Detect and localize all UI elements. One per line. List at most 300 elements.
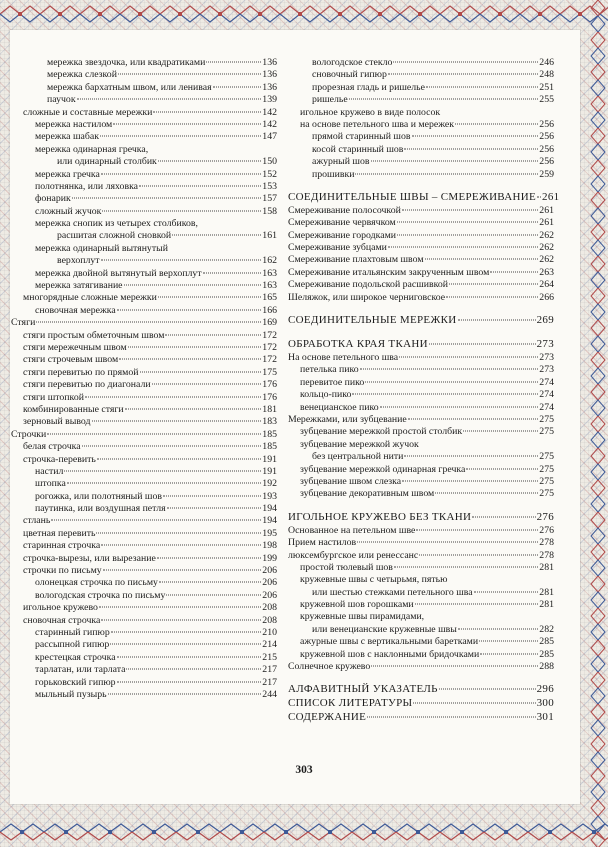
top-ornament-band	[0, 4, 608, 24]
toc-entry[interactable]	[288, 464, 554, 476]
toc-entry[interactable]	[288, 587, 554, 599]
toc-dot-leader	[426, 86, 538, 87]
section-spacer	[288, 328, 554, 338]
toc-section-heading[interactable]	[288, 190, 560, 205]
toc-entry[interactable]	[288, 414, 554, 426]
toc-entry[interactable]	[11, 652, 277, 664]
toc-entry[interactable]	[288, 292, 554, 304]
page-number: 303	[295, 764, 313, 776]
toc-dot-leader	[101, 545, 261, 546]
toc-entry[interactable]	[11, 689, 277, 701]
toc-entry-title: старинная строчка	[23, 540, 101, 552]
toc-dot-leader	[64, 470, 261, 471]
toc-entry[interactable]	[11, 515, 277, 527]
toc-page-number: 163	[262, 267, 277, 279]
toc-page-number: 276	[536, 510, 554, 523]
toc-dot-leader	[101, 173, 261, 174]
toc-entry[interactable]	[11, 478, 277, 490]
toc-entry[interactable]	[288, 131, 554, 143]
toc-entry[interactable]	[288, 230, 554, 242]
toc-entry-title: полотнянка, или ляховка	[35, 180, 139, 192]
toc-section-heading[interactable]	[288, 683, 554, 697]
toc-section-heading[interactable]	[288, 314, 554, 328]
toc-page-number: 244	[262, 688, 277, 700]
toc-entry-title: расшитая сложной сновкой	[57, 230, 172, 242]
toc-dot-leader	[408, 418, 539, 419]
toc-dot-leader	[388, 74, 538, 75]
toc-page-number: 172	[262, 329, 277, 341]
toc-entry-title: Смереживание подольской расшивкой	[288, 279, 449, 291]
toc-dot-leader	[393, 62, 538, 63]
toc-entry-title: мыльный пузырь	[35, 688, 107, 700]
toc-section-heading[interactable]	[288, 338, 554, 352]
toc-page-number: 261	[539, 204, 554, 216]
toc-entry-title: сложный жучок	[35, 205, 102, 217]
toc-entry[interactable]	[11, 441, 277, 453]
toc-entry-title: зерновый вывод	[23, 416, 91, 428]
toc-entry[interactable]	[288, 488, 554, 500]
toc-dot-leader	[117, 656, 262, 657]
toc-entry[interactable]	[288, 57, 554, 69]
toc-entry-title: белая строчка	[23, 441, 81, 453]
toc-dot-leader	[213, 86, 262, 87]
toc-entry[interactable]	[288, 550, 554, 562]
toc-dot-leader	[72, 198, 262, 199]
toc-entry[interactable]	[11, 602, 277, 614]
toc-entry[interactable]	[288, 649, 554, 661]
toc-dot-leader	[371, 161, 539, 162]
toc-entry-title: паучок	[47, 94, 76, 106]
toc-page-number: 281	[539, 561, 554, 573]
toc-entry-title: мережка снопик из четырех столбиков,	[35, 218, 198, 230]
toc-page-number: 166	[262, 304, 277, 316]
toc-entry[interactable]	[11, 677, 277, 689]
toc-entry-title: мережка слезкой	[47, 69, 117, 81]
toc-entry[interactable]	[11, 94, 277, 106]
toc-entry[interactable]	[288, 537, 554, 549]
toc-dot-leader	[380, 406, 539, 407]
toc-entry[interactable]	[288, 217, 554, 229]
toc-page-number: 278	[539, 549, 554, 561]
toc-entry[interactable]	[11, 280, 277, 292]
toc-entry[interactable]	[11, 119, 277, 131]
toc-entry[interactable]	[288, 402, 554, 414]
toc-dot-leader	[466, 468, 538, 469]
toc-entry[interactable]	[288, 389, 554, 401]
toc-dot-leader	[419, 554, 538, 555]
toc-entry[interactable]	[11, 528, 277, 540]
toc-entry-title: стяги перевитью по диагонали	[23, 379, 151, 391]
toc-dot-leader	[92, 421, 262, 422]
toc-page-number: 147	[262, 131, 277, 143]
toc-entry-title: Шеляжок, или широкое черниговское	[288, 291, 446, 303]
toc-entry-title: сновочный гипюр	[312, 69, 387, 81]
toc-dot-leader	[416, 529, 538, 530]
toc-page-number: 217	[262, 664, 277, 676]
toc-entry-title: Смереживание зубцами	[288, 242, 387, 254]
toc-entry[interactable]	[11, 255, 277, 267]
toc-entry[interactable]	[288, 69, 554, 81]
toc-page-number: 194	[262, 515, 277, 527]
toc-entry[interactable]	[288, 661, 554, 673]
toc-dot-leader	[357, 542, 538, 543]
toc-dot-leader	[172, 235, 261, 236]
toc-entry[interactable]	[11, 230, 277, 242]
toc-dot-leader	[415, 604, 539, 605]
toc-entry[interactable]	[11, 131, 277, 143]
toc-dot-leader	[113, 123, 261, 124]
toc-page-number: 199	[262, 552, 277, 564]
toc-entry-title: старинный гипюр	[35, 626, 110, 638]
toc-entry-title: мережка одинарная гречка,	[35, 143, 149, 155]
toc-entry-title: рассыпной гипюр	[35, 639, 110, 651]
toc-entry[interactable]	[288, 426, 554, 438]
toc-entry[interactable]	[288, 156, 554, 168]
toc-dot-leader	[51, 520, 261, 521]
toc-entry[interactable]	[288, 451, 554, 463]
toc-entry-title: паутинка, или воздушная петля	[35, 503, 166, 515]
toc-page-number: 261	[542, 190, 560, 203]
toc-entry[interactable]	[11, 342, 277, 354]
toc-dot-leader	[77, 99, 262, 100]
section-spacer	[288, 501, 554, 511]
toc-entry[interactable]	[288, 205, 554, 217]
toc-entry[interactable]	[11, 367, 277, 379]
toc-page-number: 142	[262, 106, 277, 118]
toc-entry[interactable]	[288, 144, 554, 156]
toc-entry-title: зубцевание декоративным швом	[300, 488, 435, 500]
toc-dot-leader	[166, 594, 261, 595]
toc-dot-leader	[36, 322, 261, 323]
toc-dot-leader	[425, 259, 539, 260]
toc-entry[interactable]	[11, 144, 277, 156]
toc-entry-title: настил	[35, 465, 64, 477]
toc-page-number: 269	[536, 314, 554, 327]
toc-entry-title: мережка двойной вытянутый верхоплут	[35, 267, 202, 279]
toc-page-number: 275	[539, 451, 554, 463]
toc-dot-leader	[124, 285, 262, 286]
toc-entry-title: тарлатан, или тарлата	[35, 664, 126, 676]
toc-page-number: 262	[539, 254, 554, 266]
toc-entry-title: зубцевание мережкой простой столбик	[300, 426, 463, 438]
toc-page-number: 273	[539, 364, 554, 376]
toc-entry-title: ИГОЛЬНОЕ КРУЖЕВО БЕЗ ТКАНИ	[288, 510, 472, 523]
toc-entry[interactable]	[288, 242, 554, 254]
toc-entry[interactable]	[11, 82, 277, 94]
toc-entry-title: штопка	[35, 478, 66, 490]
toc-dot-leader	[206, 62, 261, 63]
toc-entry-title: Смереживание плахтовым швом	[288, 254, 424, 266]
toc-page-number: 214	[262, 639, 277, 651]
toc-dot-leader	[463, 431, 538, 432]
toc-entry[interactable]	[11, 330, 277, 342]
toc-entry-title: олонецкая строчка по письму	[35, 577, 158, 589]
toc-entry[interactable]	[11, 218, 277, 230]
toc-page-number: 185	[262, 428, 277, 440]
toc-entry[interactable]	[11, 107, 277, 119]
toc-entry-title: кружевной шов горошками	[300, 599, 414, 611]
toc-section-heading[interactable]	[288, 697, 554, 711]
toc-page-number: 215	[262, 651, 277, 663]
toc-dot-leader	[429, 344, 536, 345]
toc-page-number: 301	[536, 711, 554, 724]
toc-entry[interactable]	[11, 540, 277, 552]
toc-page-number: 276	[539, 524, 554, 536]
toc-entry[interactable]	[288, 82, 554, 94]
toc-page-number: 198	[262, 540, 277, 552]
toc-entry-title: стяги строчевым швом	[23, 354, 119, 366]
toc-entry[interactable]	[11, 193, 277, 205]
toc-entry-title: люксембургское или ренессанс	[288, 549, 419, 561]
toc-entry[interactable]	[11, 615, 277, 627]
toc-dot-leader	[128, 346, 262, 347]
toc-entry[interactable]	[288, 364, 554, 376]
toc-entry-title: вологодское стекло	[312, 57, 393, 68]
toc-entry-title: игольное кружево в виде полосок	[300, 106, 441, 118]
toc-entry-title: Мережками, или зубцевание	[288, 413, 407, 425]
toc-entry-title: фонарик	[35, 193, 71, 205]
toc-dot-leader	[355, 173, 538, 174]
toc-entry-title: вологодская строчка по письму	[35, 589, 166, 601]
toc-entry[interactable]	[288, 254, 554, 266]
toc-page-number: 288	[539, 661, 554, 673]
toc-page-number: 206	[262, 565, 277, 577]
toc-page-number: 153	[262, 180, 277, 192]
toc-dot-leader	[352, 394, 538, 395]
toc-dot-leader	[394, 566, 538, 567]
toc-page-number: 275	[539, 488, 554, 500]
toc-section-heading[interactable]	[288, 711, 554, 725]
toc-entry-title: Солнечное кружево	[288, 661, 371, 673]
toc-entry[interactable]	[288, 439, 554, 451]
toc-page-number: 163	[262, 280, 277, 292]
toc-right-column	[288, 57, 560, 725]
toc-entry[interactable]	[11, 392, 277, 404]
toc-dot-leader	[101, 260, 262, 261]
toc-entry-title: рогожка, или полотняный шов	[35, 490, 162, 502]
toc-dot-leader	[125, 408, 262, 409]
toc-entry[interactable]	[288, 525, 554, 537]
toc-page-number: 285	[539, 648, 554, 660]
toc-page-number: 157	[262, 193, 277, 205]
toc-page-number: 176	[262, 379, 277, 391]
toc-page-number: 300	[536, 697, 554, 710]
toc-entry-title: ажурный шов	[312, 156, 370, 168]
toc-entry[interactable]	[11, 664, 277, 676]
toc-entry[interactable]	[288, 267, 554, 279]
right-ornament-icon	[590, 0, 606, 847]
toc-dot-leader	[119, 359, 261, 360]
toc-entry-title: Смереживание итальянским закрученным швом	[288, 266, 490, 278]
toc-page-number: 281	[539, 586, 554, 598]
toc-page-number: 161	[262, 230, 277, 242]
toc-entry[interactable]	[11, 454, 277, 466]
toc-page-number: 139	[262, 94, 277, 106]
toc-dot-leader	[455, 123, 538, 124]
toc-entry[interactable]	[288, 94, 554, 106]
toc-page-number: 264	[539, 279, 554, 291]
toc-entry[interactable]	[288, 562, 554, 574]
toc-dot-leader	[158, 297, 261, 298]
toc-entry[interactable]	[11, 169, 277, 181]
toc-entry[interactable]	[288, 377, 554, 389]
toc-page-number: 248	[539, 69, 554, 81]
toc-entry[interactable]	[288, 611, 554, 623]
toc-entry[interactable]	[288, 119, 554, 131]
toc-entry-title: Смереживание городками	[288, 229, 397, 241]
toc-page-number: 208	[262, 614, 277, 626]
toc-entry-title: СОЕДИНИТЕЛЬНЫЕ МЕРЕЖКИ	[288, 314, 457, 327]
toc-page-number: 176	[262, 391, 277, 403]
toc-entry-title: строчка-перевить	[23, 453, 96, 465]
toc-entry-title: венецианское пико	[300, 401, 379, 413]
toc-page-number: 256	[539, 156, 554, 168]
toc-page-number: 158	[262, 205, 277, 217]
toc-page-number: 185	[262, 441, 277, 453]
toc-dot-leader	[100, 136, 261, 137]
toc-page-number: 274	[539, 376, 554, 388]
toc-dot-leader	[111, 631, 262, 632]
toc-entry[interactable]	[11, 317, 277, 329]
toc-entry[interactable]	[11, 577, 277, 589]
toc-page-number: 206	[262, 589, 277, 601]
toc-entry[interactable]	[11, 379, 277, 391]
section-spacer	[288, 673, 554, 683]
toc-dot-leader	[117, 309, 262, 310]
toc-page-number: 191	[262, 453, 277, 465]
toc-entry[interactable]	[11, 565, 277, 577]
toc-entry-title: верхоплут	[57, 255, 100, 267]
toc-page-number: 210	[262, 626, 277, 638]
toc-dot-leader	[449, 284, 538, 285]
toc-entry[interactable]	[11, 590, 277, 602]
toc-entry-title: ришелье	[312, 94, 348, 106]
toc-dot-leader	[446, 296, 538, 297]
toc-page-number: 136	[262, 81, 277, 93]
toc-entry[interactable]	[288, 624, 554, 636]
toc-dot-leader	[472, 516, 535, 517]
toc-page-number: 273	[539, 352, 554, 364]
toc-dot-leader	[203, 272, 262, 273]
toc-entry[interactable]	[11, 243, 277, 255]
toc-entry[interactable]	[11, 305, 277, 317]
toc-entry-title: горьковский гипюр	[35, 676, 116, 688]
toc-page-number: 262	[539, 242, 554, 254]
toc-entry-title: мережка затягивание	[35, 280, 123, 292]
toc-page-number: 169	[262, 317, 277, 329]
toc-page-number: 175	[262, 366, 277, 378]
toc-page-number: 217	[262, 676, 277, 688]
toc-entry[interactable]	[11, 553, 277, 565]
toc-dot-leader	[159, 582, 261, 583]
toc-page-number: 275	[539, 463, 554, 475]
toc-page-number: 165	[262, 292, 277, 304]
toc-page-number: 183	[262, 416, 277, 428]
toc-entry[interactable]	[11, 57, 277, 69]
toc-entry[interactable]	[11, 627, 277, 639]
toc-entry[interactable]	[288, 107, 554, 119]
toc-dot-leader	[117, 681, 262, 682]
toc-entry-title: или одинарный столбик	[57, 156, 157, 168]
toc-entry-title: Строчки	[11, 428, 47, 440]
toc-entry-title: перевитое пико	[300, 376, 365, 388]
toc-entry[interactable]	[288, 169, 554, 181]
toc-entry[interactable]	[11, 429, 277, 441]
toc-entry-title: Смереживание червячком	[288, 217, 396, 229]
toc-dot-leader	[404, 456, 538, 457]
toc-page-number: 191	[262, 465, 277, 477]
toc-entry-title: мережка гречка	[35, 168, 100, 180]
toc-dot-leader	[474, 591, 539, 592]
toc-page-number: 136	[262, 57, 277, 68]
toc-dot-leader	[402, 480, 538, 481]
toc-entry-title: крестецкая строчка	[35, 651, 116, 663]
toc-entry[interactable]	[288, 352, 554, 364]
toc-entry-title: СОДЕРЖАНИЕ	[288, 711, 367, 724]
toc-entry[interactable]	[288, 279, 554, 291]
toc-entry-title: кружевные швы пирамидами,	[300, 611, 425, 623]
toc-dot-leader	[349, 99, 539, 100]
toc-entry[interactable]	[11, 639, 277, 651]
toc-dot-leader	[110, 644, 261, 645]
toc-left-column	[11, 57, 277, 701]
toc-page-number: 274	[539, 389, 554, 401]
toc-dot-leader	[458, 628, 538, 629]
toc-entry-title: прошивки	[312, 168, 355, 180]
right-ornament-band	[590, 0, 606, 847]
toc-entry[interactable]	[11, 503, 277, 515]
toc-entry[interactable]	[11, 416, 277, 428]
section-spacer	[288, 181, 554, 191]
toc-entry[interactable]	[11, 268, 277, 280]
toc-page-number: 275	[539, 426, 554, 438]
toc-entry-title: стяги мережечным швом	[23, 341, 127, 353]
toc-dot-leader	[99, 607, 261, 608]
toc-entry-title: стяги простым обметочным швом	[23, 329, 165, 341]
toc-entry[interactable]	[11, 292, 277, 304]
toc-entry[interactable]	[288, 574, 554, 586]
toc-dot-leader	[152, 384, 262, 385]
toc-entry[interactable]	[11, 206, 277, 218]
toc-page-number: 195	[262, 527, 277, 539]
toc-entry[interactable]	[11, 466, 277, 478]
toc-entry[interactable]	[11, 181, 277, 193]
toc-entry-title: На основе петельного шва	[288, 352, 399, 364]
toc-entry-title: комбинированные стяги	[23, 403, 124, 415]
toc-dot-leader	[412, 136, 539, 137]
toc-entry[interactable]	[11, 491, 277, 503]
toc-entry[interactable]	[11, 156, 277, 168]
toc-dot-leader	[153, 111, 261, 112]
toc-section-heading[interactable]	[288, 511, 554, 525]
toc-page-number: 256	[539, 118, 554, 130]
toc-page-number: 255	[539, 94, 554, 106]
toc-entry[interactable]	[288, 636, 554, 648]
toc-page-number: 275	[539, 475, 554, 487]
toc-entry[interactable]	[11, 69, 277, 81]
toc-entry-title: строчки по письму	[23, 565, 102, 577]
toc-entry-title: АЛФАВИТНЫЙ УКАЗАТЕЛЬ	[288, 683, 438, 696]
toc-entry[interactable]	[288, 476, 554, 488]
toc-entry[interactable]	[11, 404, 277, 416]
top-ornament-icon	[0, 4, 608, 24]
toc-entry[interactable]	[288, 599, 554, 611]
toc-entry-title: стяги штопкой	[23, 391, 84, 403]
toc-page-number: 296	[536, 683, 554, 696]
toc-entry[interactable]	[11, 354, 277, 366]
toc-entry-title: зубцевание мережкой жучок	[300, 438, 419, 450]
toc-entry-title: прорезная гладь и ришелье	[312, 81, 425, 93]
